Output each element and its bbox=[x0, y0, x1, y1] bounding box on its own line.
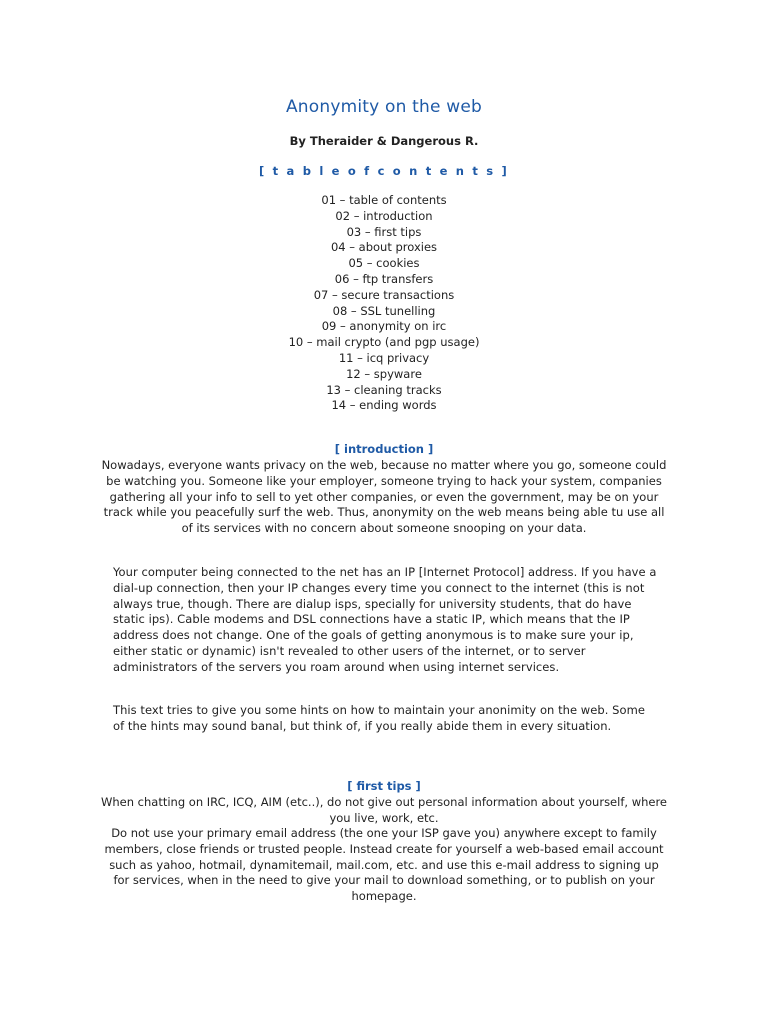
toc-item: 11 – icq privacy bbox=[338, 350, 430, 365]
first-tips-chat-tip: When chatting on IRC, ICQ, AIM (etc..), do not give out personal information about yourself, where you live, work, etc. bbox=[100, 795, 668, 825]
toc-item: 09 – anonymity on irc bbox=[321, 319, 447, 334]
toc-item: 14 – ending words bbox=[331, 398, 437, 413]
introduction-paragraph-ip: Your computer being connected to the net has an IP [Internet Protocol] address. If you have a dial-up connection, then your IP changes every time you connect to the internet (this is not always true, though. There are dialup isps, specially for university students, that do have static ips). Cable modems and DSL connections have a static IP, which means that the IP address does not change. One of the goals of getting anonymous is to make sure your ip, either static or dynamic) isn't revealed to other users of the internet, or to server administrators of the servers you roam around when using internet services. bbox=[113, 565, 657, 674]
toc-heading: [ t a b l e o f c o n t e n t s ] bbox=[258, 164, 510, 178]
toc-item: 06 – ftp transfers bbox=[334, 271, 434, 286]
toc-item: 04 – about proxies bbox=[330, 240, 438, 255]
document-title: Anonymity on the web bbox=[285, 97, 483, 117]
introduction-paragraph-hints: This text tries to give you some hints on how to maintain your anonimity on the web. Some of the hints may sound banal, but think of, if you really abide them in every situation. bbox=[113, 703, 645, 733]
toc-item: 03 – first tips bbox=[346, 224, 422, 239]
toc-list bbox=[0, 193, 768, 414]
introduction-lead: Nowadays, everyone wants privacy on the web, because no matter where you go, someone could be watching you. Someone like your employer, someone trying to hack your system, companies gathering all your info to sell to yet other companies, or even the government, may be on your track while you peacefully surf the web. Thus, anonymity on the web means being able tu use all of its services with no concern about someone snooping on your data. bbox=[101, 458, 667, 536]
first-tips-email-tip: Do not use your primary email address (the one your ISP gave you) anywhere except to family members, close friends or trusted people. Instead create for yourself a web-based email account such as yahoo, hotmail, dynamitemail, mail.com, etc. and use this e-mail address to signing up for services, when in the need to give your mail to download something, or to publish on your homepage. bbox=[104, 826, 664, 904]
first-tips-heading: [ first tips ] bbox=[347, 779, 421, 793]
toc-item: 12 – spyware bbox=[346, 366, 422, 381]
introduction-heading: [ introduction ] bbox=[334, 442, 434, 456]
document-byline: By Theraider & Dangerous R. bbox=[289, 134, 479, 148]
toc-item: 07 – secure transactions bbox=[313, 287, 455, 302]
toc-item: 13 – cleaning tracks bbox=[326, 382, 442, 397]
toc-item: 05 – cookies bbox=[348, 256, 420, 271]
toc-item: 02 – introduction bbox=[335, 208, 433, 223]
toc-item: 01 – table of contents bbox=[321, 193, 447, 207]
toc-item: 08 – SSL tunelling bbox=[332, 303, 436, 318]
toc-item: 10 – mail crypto (and pgp usage) bbox=[288, 335, 480, 350]
